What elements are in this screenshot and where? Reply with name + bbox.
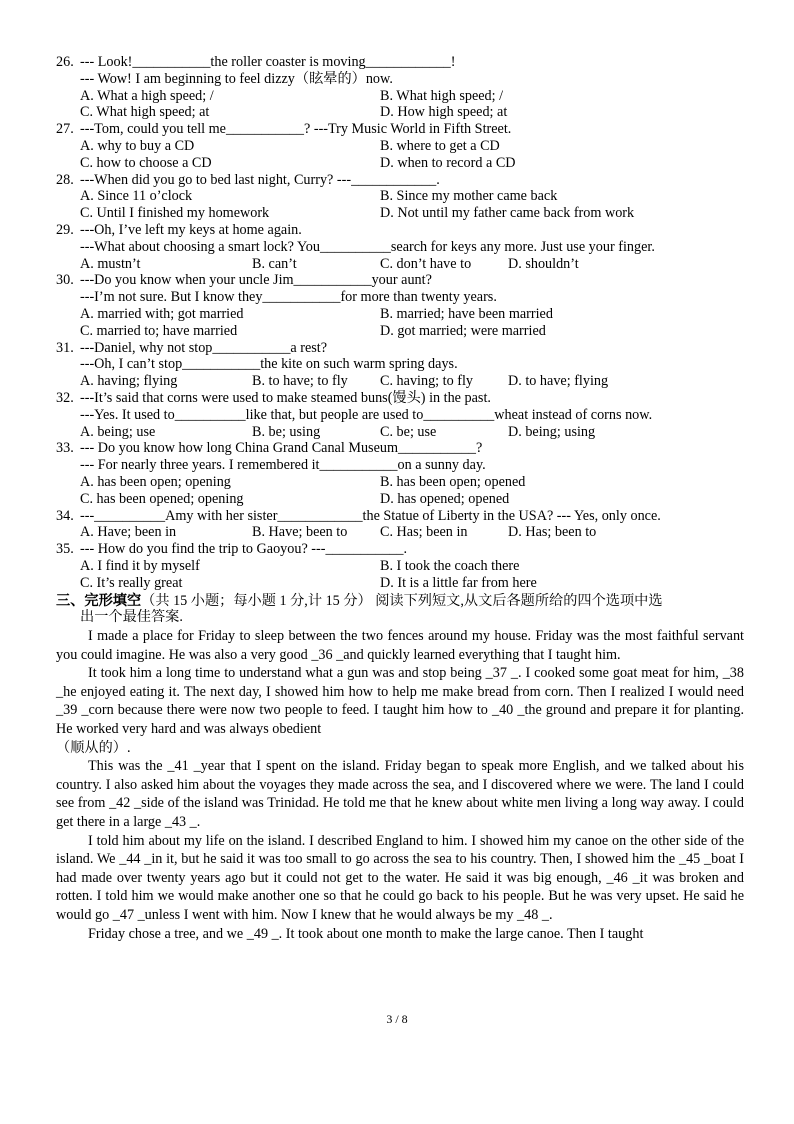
option-d[interactable]: D. to have; flying <box>508 373 609 390</box>
option-c[interactable]: C. It’s really great <box>80 574 183 591</box>
option-b[interactable]: B. Since my mother came back <box>380 188 558 205</box>
question-26 <box>56 54 744 121</box>
option-d[interactable]: D. It is a little far from here <box>380 574 537 591</box>
option-a[interactable]: A. married with; got married <box>80 305 244 322</box>
question-stem: ---Tom, could you tell me___________? ---Try Music World in Fifth Street. <box>80 121 512 138</box>
option-c[interactable]: C. What high speed; at <box>80 104 210 121</box>
question-stem: --- How do you find the trip to Gaoyou? ---___________. <box>80 541 408 558</box>
cloze-passage <box>56 627 744 943</box>
multiple-choice-questions <box>56 54 744 592</box>
options-row <box>56 323 744 340</box>
option-b[interactable]: B. I took the coach there <box>380 557 520 574</box>
question-number: 34. <box>56 507 74 524</box>
question-stem-reply: ---What about choosing a smart lock? You__________search for keys any more. Just use your finger. <box>80 238 655 255</box>
option-c[interactable]: C. Until I finished my homework <box>80 205 270 222</box>
question-stem: ---It’s said that corns were used to make steamed buns(馒头) in the past. <box>80 389 491 406</box>
option-d[interactable]: D. How high speed; at <box>380 104 508 121</box>
options-row <box>56 424 744 441</box>
options-row <box>56 256 744 273</box>
question-number: 27. <box>56 121 74 138</box>
option-b[interactable]: B. What high speed; / <box>380 87 504 104</box>
question-number: 31. <box>56 339 74 356</box>
option-d[interactable]: D. Not until my father came back from work <box>380 205 635 222</box>
options-row <box>56 306 744 323</box>
options-row <box>56 491 744 508</box>
options-row <box>56 138 744 155</box>
option-a[interactable]: A. having; flying <box>80 373 178 390</box>
question-stem-reply: --- For nearly three years. I remembered it___________on a sunny day. <box>80 457 486 474</box>
option-b[interactable]: B. Have; been to <box>252 524 348 541</box>
section-title: 三、完形填空 <box>56 592 142 609</box>
section-instructions: （共 15 小题；每小题 1 分,计 15 分） 阅读下列短文,从文后各题所给的四个选项中选 <box>141 592 663 609</box>
page-number: 3 / 8 <box>386 1012 408 1026</box>
options-row <box>56 575 744 592</box>
question-29 <box>56 222 744 272</box>
question-28 <box>56 172 744 222</box>
question-30 <box>56 272 744 339</box>
passage-gloss: （顺从的）. <box>56 739 131 756</box>
option-a[interactable]: A. why to buy a CD <box>80 137 195 154</box>
question-32 <box>56 390 744 440</box>
option-d[interactable]: D. when to record a CD <box>380 154 516 171</box>
option-c[interactable]: C. married to; have married <box>80 322 238 339</box>
options-row <box>56 88 744 105</box>
option-c[interactable]: C. be; use <box>380 423 437 440</box>
option-c[interactable]: C. Has; been in <box>380 524 468 541</box>
option-b[interactable]: B. be; using <box>252 423 321 440</box>
question-stem-reply: ---Yes. It used to__________like that, but people are used to__________wheat instead of corns now. <box>80 406 653 423</box>
cloze-section-header <box>56 593 744 627</box>
option-a[interactable]: A. mustn’t <box>80 255 141 272</box>
options-row <box>56 155 744 172</box>
option-d[interactable]: D. got married; were married <box>380 322 546 339</box>
options-row <box>56 524 744 541</box>
question-stem-reply: --- Wow! I am beginning to feel dizzy（眩晕的）now. <box>80 70 393 87</box>
question-number: 28. <box>56 171 74 188</box>
options-row <box>56 104 744 121</box>
question-stem-reply: ---I’m not sure. But I know they___________for more than twenty years. <box>80 289 497 306</box>
question-stem: ---__________Amy with her sister____________the Statue of Liberty in the USA? --- Yes, only once. <box>80 507 661 524</box>
option-d[interactable]: D. Has; been to <box>508 524 597 541</box>
question-stem-reply: ---Oh, I can’t stop___________the kite on such warm spring days. <box>80 356 458 373</box>
option-b[interactable]: B. where to get a CD <box>380 137 500 154</box>
question-number: 35. <box>56 541 74 558</box>
option-a[interactable]: A. I find it by myself <box>80 557 200 574</box>
question-33 <box>56 440 744 507</box>
question-31 <box>56 340 744 390</box>
question-stem: ---Daniel, why not stop___________a rest? <box>80 339 328 356</box>
question-stem: ---Oh, I’ve left my keys at home again. <box>80 221 302 238</box>
option-b[interactable]: B. can’t <box>252 255 297 272</box>
options-row <box>56 188 744 205</box>
option-b[interactable]: B. married; have been married <box>380 305 553 322</box>
question-stem: --- Look!___________the roller coaster is moving____________! <box>80 54 456 70</box>
question-35 <box>56 541 744 591</box>
option-d[interactable]: D. has opened; opened <box>380 490 510 507</box>
option-d[interactable]: D. shouldn’t <box>508 255 579 272</box>
worksheet-page <box>56 54 744 943</box>
passage-paragraph-3: This was the _41 _year that I spent on the island. Friday began to speak more English, and we talked about his country. I also asked him about the voyages they made across the sea, and I discovered where we were. The land I could see from _42 _side of the island was Trinidad. He told me that he knew about white men living a long way away. I could get there in a large _43 _. <box>56 758 744 831</box>
options-row <box>56 558 744 575</box>
passage-paragraph-5: Friday chose a tree, and we _49 _. It took about one month to make the large canoe. Then I taught <box>88 925 644 942</box>
question-number: 29. <box>56 221 74 238</box>
option-a[interactable]: A. What a high speed; / <box>80 87 214 104</box>
option-a[interactable]: A. being; use <box>80 423 156 440</box>
option-a[interactable]: A. has been open; opening <box>80 473 231 490</box>
option-c[interactable]: C. has been opened; opening <box>80 490 244 507</box>
question-stem: ---Do you know when your uncle Jim___________your aunt? <box>80 272 432 289</box>
passage-paragraph-1: I made a place for Friday to sleep between the two fences around my house. Friday was the most faithful servant you could imagine. He was also a very good _36 _and quickly learned everything that I taught him. <box>56 628 744 663</box>
question-34 <box>56 508 744 542</box>
question-number: 30. <box>56 272 74 289</box>
question-27 <box>56 121 744 171</box>
question-number: 33. <box>56 440 74 457</box>
options-row <box>56 373 744 390</box>
passage-paragraph-2: It took him a long time to understand what a gun was and stop being _37 _. I cooked some goat meat for him, _38 _he enjoyed eating it. The next day, I showed him how to help me make bread from corn. Then I realized I would need _39 _corn because there were now two people to feed. I taught him how to _40 _the ground and prepare it for planting. He worked very hard and was always obedient <box>56 665 744 738</box>
option-b[interactable]: B. to have; to fly <box>252 373 348 390</box>
options-row <box>56 205 744 222</box>
question-stem: ---When did you go to bed last night, Curry? ---____________. <box>80 171 440 188</box>
option-a[interactable]: A. Since 11 o’clock <box>80 188 193 205</box>
option-c[interactable]: C. don’t have to <box>380 255 472 272</box>
option-b[interactable]: B. has been open; opened <box>380 473 526 490</box>
section-instructions-cont: 出一个最佳答案. <box>80 609 183 626</box>
option-d[interactable]: D. being; using <box>508 423 596 440</box>
option-a[interactable]: A. Have; been in <box>80 524 177 541</box>
option-c[interactable]: C. how to choose a CD <box>80 154 212 171</box>
question-number: 32. <box>56 389 74 406</box>
option-c[interactable]: C. having; to fly <box>380 373 474 390</box>
passage-paragraph-4: I told him about my life on the island. I described England to him. I showed him my canoe on the other side of the island. We _44 _in it, but he said it was too small to go across the sea to his country. Then, I showed him the _45 _boat I had made over twenty years ago but it could not get to the water. He said it was big enough, _46 _it was broken and rotten. I told him we would make another one so that he could go back to his people. But he was very upset. He said he would go _47 _unless I went with him. Now I knew that he would always be my _48 _. <box>56 832 744 923</box>
question-number: 26. <box>56 54 74 70</box>
question-stem: --- Do you know how long China Grand Canal Museum___________? <box>80 440 483 457</box>
options-row <box>56 474 744 491</box>
